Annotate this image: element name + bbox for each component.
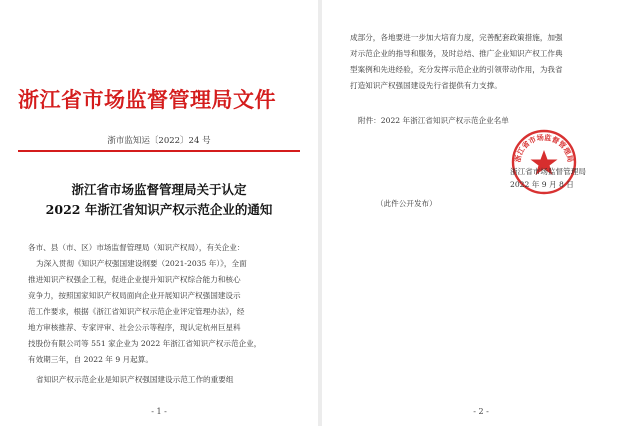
document-page-1 — [0, 0, 318, 426]
body-line: 各市、县（市、区）市场监督管理局（知识产权局），有关企业： — [28, 243, 245, 252]
document-page-2 — [322, 0, 640, 426]
public-release-note: （此件公开发布） — [376, 199, 437, 208]
page-number: - 2 - — [473, 407, 489, 416]
body-line: 成部分，各地要进一步加大培育力度，完善配套政策措施，加强 — [350, 33, 563, 42]
svg-text:浙江省市场监督管理局: 浙江省市场监督管理局 — [512, 132, 576, 164]
body-line: 地方审核推荐、专家评审、社会公示等程序，现认定杭州巨星科 — [28, 323, 241, 332]
body-line: 型案例和先进经验，充分发挥示范企业的引领带动作用，为我省 — [350, 65, 563, 74]
body-line: 打造知识产权强国建设先行省提供有力支撑。 — [350, 81, 502, 90]
body-line: 为深入贯彻《知识产权强国建设纲要（2021-2035 年）》，全面 — [36, 259, 247, 268]
page-number: - 1 - — [151, 407, 167, 416]
body-line: 对示范企业的指导和服务，及时总结、推广企业知识产权工作典 — [350, 49, 563, 58]
notice-title-line-2: 2022 年浙江省知识产权示范企业的通知 — [45, 202, 273, 217]
issuer-signature: 浙江省市场监督管理局 — [510, 167, 586, 176]
red-header-rule — [18, 150, 300, 152]
document-number: 浙市监知运〔2022〕24 号 — [107, 136, 211, 146]
notice-title-line-1: 浙江省市场监督管理局关于认定 — [71, 182, 247, 197]
body-line: 推进知识产权强企工程，促进企业提升知识产权综合能力和核心 — [28, 275, 241, 284]
body-line: 竞争力，按照国家知识产权局面向企业开展知识产权强国建设示 — [28, 291, 241, 300]
body-line: 省知识产权示范企业是知识产权强国建设示范工作的重要组 — [36, 375, 234, 384]
issue-date: 2022 年 9 月 8 日 — [510, 180, 574, 189]
attachment-line: 附件：2022 年浙江省知识产权示范企业名单 — [358, 116, 509, 125]
body-line: 有效期三年，自 2022 年 9 月起算。 — [28, 355, 153, 364]
body-line: 范工作要求，根据《浙江省知识产权示范企业评定管理办法》，经 — [28, 307, 245, 316]
body-line: 技股份有限公司等 551 家企业为 2022 年浙江省知识产权示范企业， — [28, 339, 262, 348]
document-header-title: 浙江省市场监督管理局文件 — [18, 88, 276, 112]
